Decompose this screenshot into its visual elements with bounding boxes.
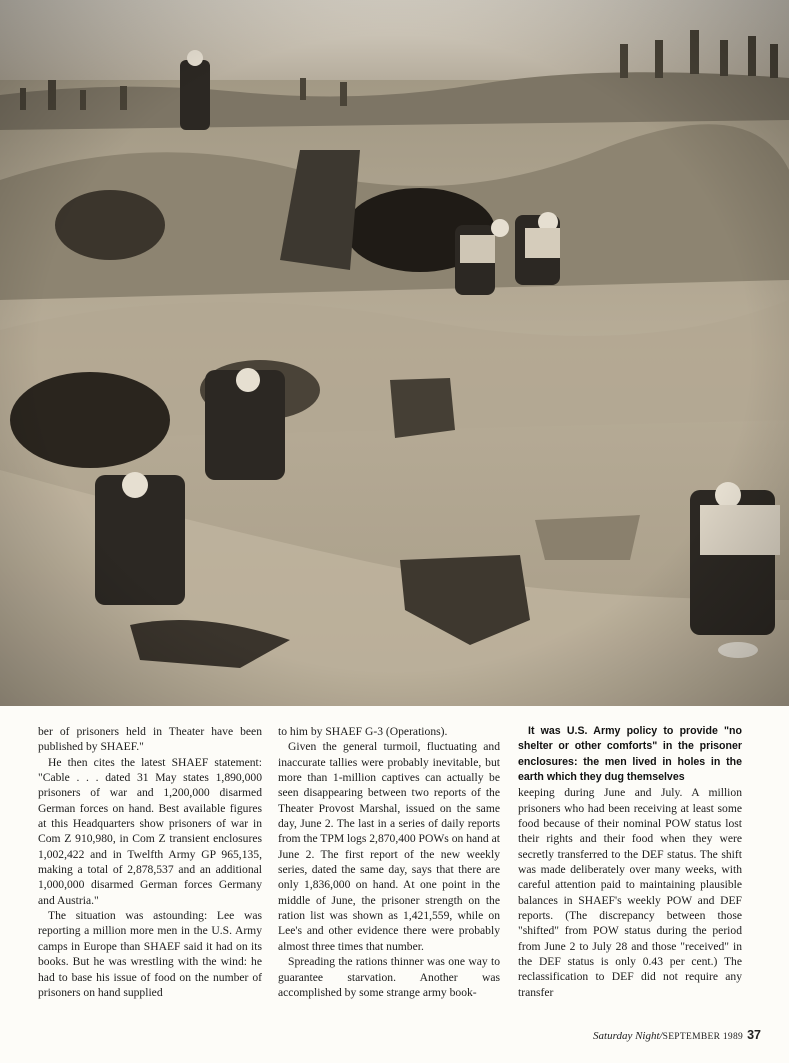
paragraph: Given the general turmoil, fluctuating and inaccurate tallies were probably inevitable, but more than 1-million captives can actually be seen disappearing between two reports of the Theater Provost Marshal, issued on the same day, June 2. The last in a series of daily reports from the TPM logs 2,870,400 POWs on hand at June 2. The first report of the new weekly series, dated the same day, says that there are only 1,836,000 on hand. At one point in the middle of June, the prisoner strength on the ration list was shown as 1,421,559, while on Lee's and other evidence there were probably almost three times that number. [278, 740, 500, 953]
paragraph: Spreading the rations thinner was one way to guarantee starvation. Another was accomplished by some strange army book- [278, 955, 500, 999]
magazine-name: Saturday Night/ [593, 1030, 663, 1042]
text-column-1 [38, 724, 262, 1000]
page-footer [593, 1028, 761, 1042]
paragraph: The situation was astounding: Lee was reporting a million more men in the U.S. Army camps in Europe than SHAEF said it had on its books. But he was wrestling with the wind: he had to base his issue of food on the number of prisoners on hand supplied [38, 909, 262, 999]
text-column-3 [518, 724, 742, 1000]
page-number: 37 [747, 1028, 761, 1042]
paragraph: to him by SHAEF G-3 (Operations). [278, 725, 448, 738]
issue-date: SEPTEMBER 1989 [662, 1032, 744, 1042]
paragraph: He then cites the latest SHAEF statement: "Cable . . . dated 31 May states 1,890,000 prisoners of war and 1,200,000 disarmed German forces on hand. Best available figures at this Headquarters show prisoners of war in Com Z 910,980, in Com Z transient enclosures 1,002,422 and in Twelfth Army GP 965,135, making a total of 2,878,537 and an additional 1,000,000 disarmed German forces Germany and Austria." [38, 755, 262, 907]
paragraph: keeping during June and July. A million prisoners who had been receiving at least some food because of their nominal POW status lost their rights and their food when they were secretly transferred to the DEF status. The shift was made deliberately over many weeks, with careful attention paid to maintaining plausible balances in SHAEF's weekly POW and DEF reports. (The discrepancy between those "shifted" from POW status during the period from June 2 to July 28 and those "received" in the DEF status is only 0.43 per cent.) The reclassification to DEF did not require any transfer [518, 786, 742, 999]
paragraph: ber of prisoners held in Theater have been published by SHAEF." [38, 725, 262, 754]
photo-caption: It was U.S. Army policy to provide "no shelter or other comforts" in the prisoner enclosures: the men lived in holes in the earth which they dug themselves [518, 725, 742, 783]
text-column-2 [278, 724, 500, 1000]
